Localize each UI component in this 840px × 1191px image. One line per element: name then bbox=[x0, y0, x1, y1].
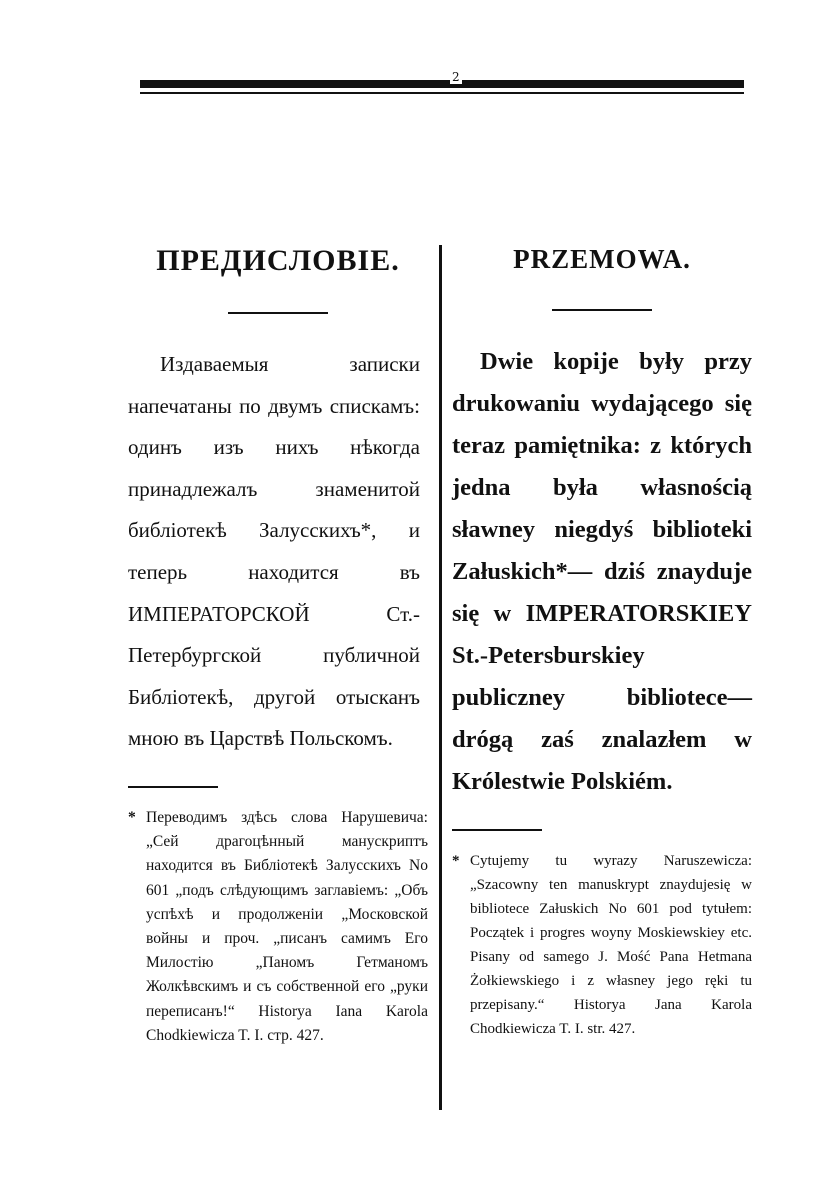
top-rule bbox=[140, 80, 744, 88]
right-column-polish bbox=[452, 240, 752, 1041]
footnote-rule bbox=[452, 829, 542, 831]
heading-rule bbox=[228, 312, 328, 314]
footnote-mark: * bbox=[128, 808, 136, 826]
page-title-russian: ПРЕДИСЛОВІЕ. bbox=[156, 244, 400, 277]
footnote-russian bbox=[128, 806, 428, 1048]
page-title-polish: PRZEMOWA. bbox=[513, 244, 691, 274]
left-column-russian bbox=[128, 240, 428, 1048]
footnote-mark: * bbox=[452, 853, 460, 869]
footnote-rule bbox=[128, 786, 218, 788]
body-text-polish: Dwie kopije były przy drukowaniu wydającego się teraz pamiętnika: z których jedna była własnością sławney niegdyś biblioteki Załuskich*— dziś znayduje się w IMPERATORSKIEY St.-Petersburskiey publiczney bibliotece—drógą zaś znalazłem w Królestwie Polskiém. bbox=[452, 348, 752, 795]
body-text-russian: Издаваемыя записки напечатаны по двумъ спискамъ: одинъ изъ нихъ нѣкогда принадлежалъ знаменитой библіотекѣ Залусскихъ*, и теперь находится въ ИМПЕРАТОРСКОЙ Ст.-Петербургской публичной Библіотекѣ, другой отысканъ мною въ Царствѣ Польскомъ. bbox=[128, 352, 420, 751]
footnote-text: Переводимъ здѣсь слова Нарушевича: „Сей драгоцѣнный манускриптъ находится въ Библіотекѣ Залусскихъ No 601 „подъ слѣдующимъ заглавіемъ: „Объ успѣхѣ и продолженіи „Московской войны и проч. „писанъ самимъ Его Милостію „Паномъ Гетманомъ Жолкѣвскимъ и съ собственной его „руки переписанъ!“ Historya Iana Karola Chodkiewicza T. I. стр. 427. bbox=[146, 808, 428, 1044]
heading-rule bbox=[552, 309, 652, 311]
top-rule-thin bbox=[140, 92, 744, 94]
column-divider bbox=[439, 245, 442, 1110]
footnote-text: Cytujemy tu wyrazy Naruszewicza: „Szacowny ten manuskrypt znaydujesię w bibliotece Załuskich No 601 pod tytułem: Początek i progres woyny Moskiewskiey etc. Pisany od samego J. Mość Pana Hetmana Żołkiewskiego i z własney jego ręki tu przepisany.“ Historya Jana Karola Chodkiewicza T. I. str. 427. bbox=[470, 853, 752, 1037]
footnote-polish bbox=[452, 849, 752, 1041]
page-number: 2 bbox=[452, 70, 460, 84]
